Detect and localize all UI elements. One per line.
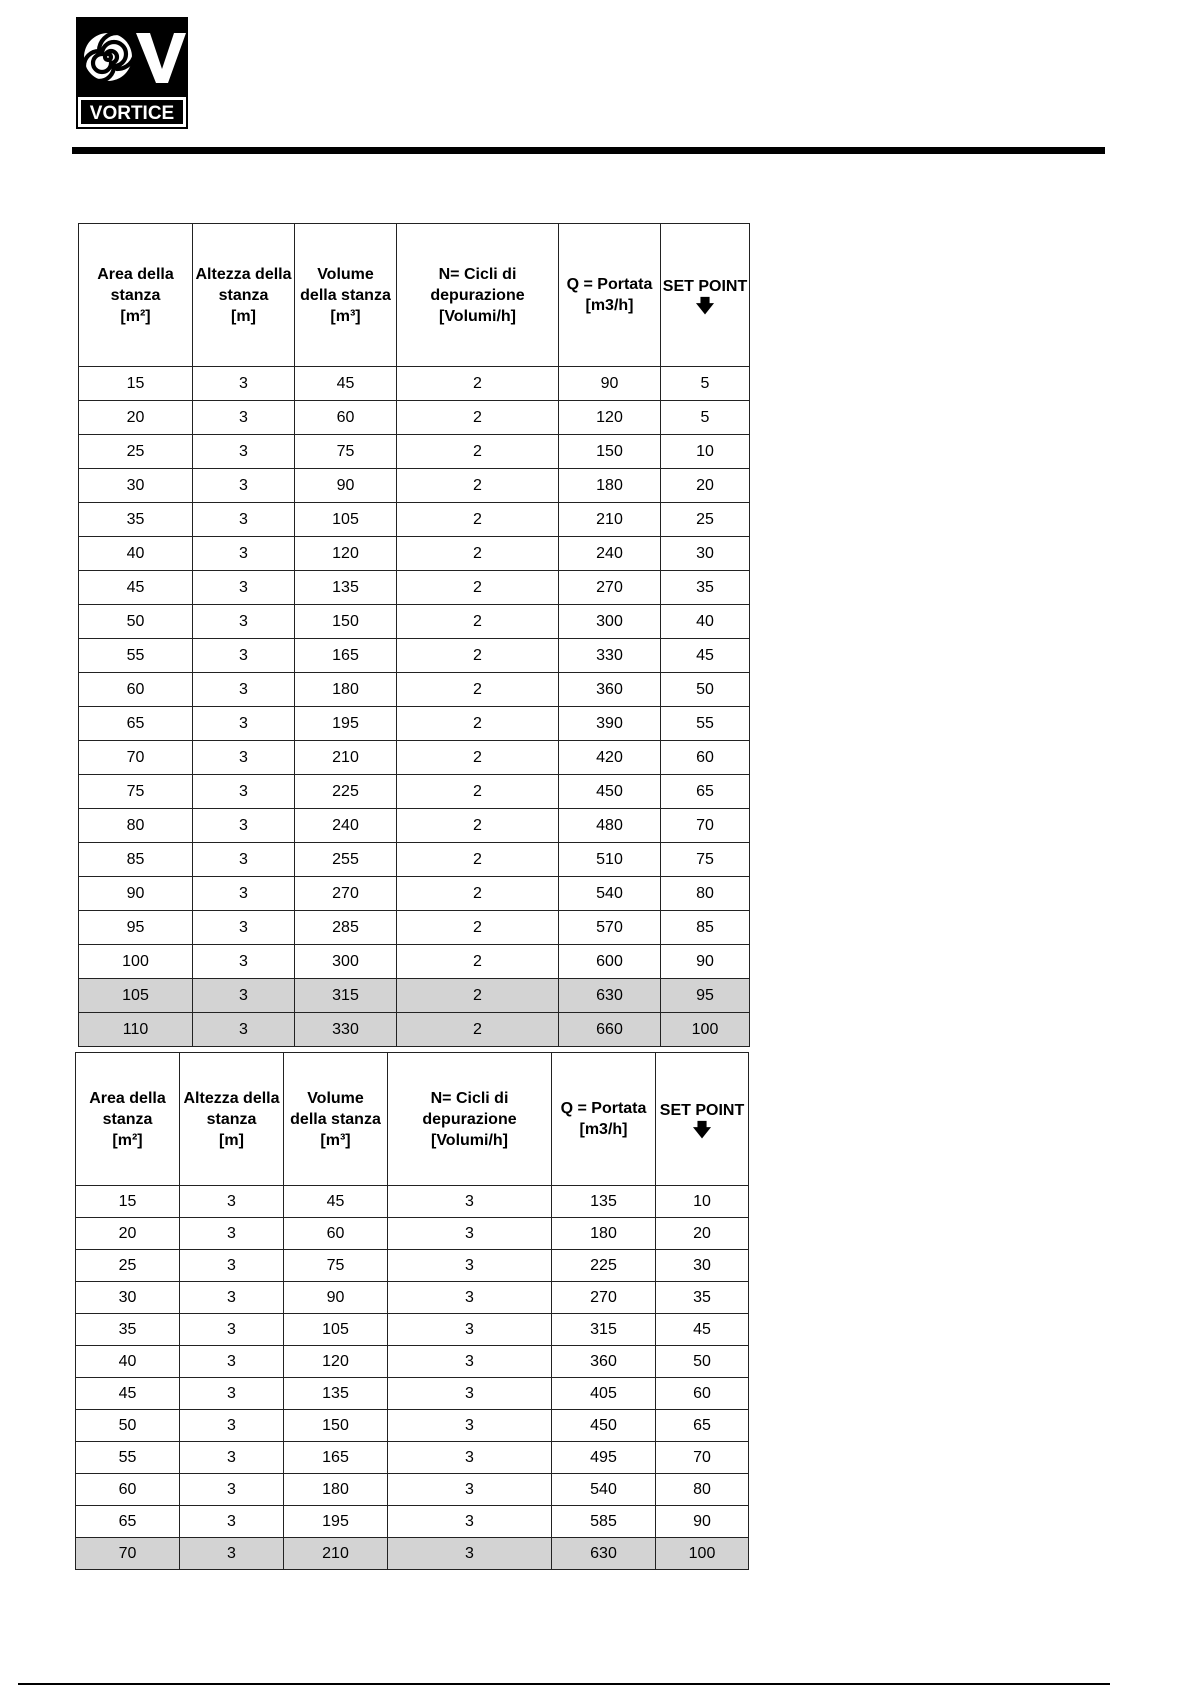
table-cell: 300: [295, 945, 397, 979]
table-cell: 20: [661, 469, 750, 503]
table-cell: 150: [284, 1410, 388, 1442]
table-cell: 3: [180, 1538, 284, 1570]
table-cell: 2: [397, 537, 559, 571]
table-cell: 3: [180, 1442, 284, 1474]
table-cell: 2: [397, 843, 559, 877]
table-cell: 2: [397, 809, 559, 843]
table-cell: 360: [552, 1346, 656, 1378]
table-cell: 95: [661, 979, 750, 1013]
table-cell: 105: [295, 503, 397, 537]
table-cell: 300: [559, 605, 661, 639]
table-row: [79, 911, 750, 945]
table-row: [79, 775, 750, 809]
table-cell: 2: [397, 707, 559, 741]
table-cell: 270: [295, 877, 397, 911]
setpoint-table-3-cycles: [75, 1052, 749, 1570]
table-cell: 80: [656, 1474, 749, 1506]
table-cell: 110: [79, 1013, 193, 1047]
setpoint-table-2-cycles: [78, 223, 750, 1047]
table-row: [76, 1378, 749, 1410]
table-cell: 3: [180, 1506, 284, 1538]
table-cell: 2: [397, 639, 559, 673]
table-cell: 10: [656, 1186, 749, 1218]
table-cell: 50: [656, 1346, 749, 1378]
table-row: [76, 1314, 749, 1346]
table-cell: 3: [180, 1378, 284, 1410]
table-cell: 50: [76, 1410, 180, 1442]
table-cell: 180: [295, 673, 397, 707]
table-cell: 180: [559, 469, 661, 503]
table-cell: 70: [76, 1538, 180, 1570]
table-cell: 50: [79, 605, 193, 639]
header-flow: Q = Portata [m3/h]: [552, 1053, 656, 1186]
table-cell: 85: [79, 843, 193, 877]
table-cell: 255: [295, 843, 397, 877]
table-cell: 3: [193, 469, 295, 503]
table-cell: 40: [79, 537, 193, 571]
table-cell: 65: [661, 775, 750, 809]
header-setpoint: SET POINT 🡇: [661, 224, 750, 367]
table-cell: 105: [79, 979, 193, 1013]
table-cell: 2: [397, 775, 559, 809]
table-cell: 60: [295, 401, 397, 435]
table-cell: 165: [295, 639, 397, 673]
table-cell: 3: [193, 877, 295, 911]
table-cell: 330: [295, 1013, 397, 1047]
table-cell: 3: [180, 1186, 284, 1218]
table-cell: 45: [661, 639, 750, 673]
table-row: [79, 367, 750, 401]
table-row: [76, 1346, 749, 1378]
table-row: [76, 1250, 749, 1282]
table-cell: 30: [656, 1250, 749, 1282]
table-cell: 120: [559, 401, 661, 435]
table-cell: 70: [661, 809, 750, 843]
table-cell: 3: [180, 1346, 284, 1378]
table-cell: 25: [76, 1250, 180, 1282]
table-cell: 3: [180, 1314, 284, 1346]
table-cell: 2: [397, 435, 559, 469]
table-cell: 60: [656, 1378, 749, 1410]
table-cell: 405: [552, 1378, 656, 1410]
table-cell: 85: [661, 911, 750, 945]
table-cell: 2: [397, 605, 559, 639]
vortice-logo: [76, 17, 188, 129]
table-cell: 3: [193, 843, 295, 877]
table-row: [79, 877, 750, 911]
table-cell: 135: [284, 1378, 388, 1410]
table-cell: 330: [559, 639, 661, 673]
table-cell: 15: [79, 367, 193, 401]
table-cell: 2: [397, 945, 559, 979]
table-cell: 3: [193, 911, 295, 945]
table-cell: 660: [559, 1013, 661, 1047]
table-row: [79, 1013, 750, 1047]
table-cell: 2: [397, 979, 559, 1013]
table-cell: 65: [656, 1410, 749, 1442]
table-row: [79, 707, 750, 741]
table-row: [76, 1410, 749, 1442]
table-cell: 585: [552, 1506, 656, 1538]
table-row: [76, 1538, 749, 1570]
table-cell: 100: [661, 1013, 750, 1047]
logo-text: VORTICE: [89, 103, 175, 124]
table-cell: 2: [397, 503, 559, 537]
table-cell: 35: [79, 503, 193, 537]
table-cell: 75: [661, 843, 750, 877]
table-cell: 3: [193, 435, 295, 469]
table-cell: 90: [559, 367, 661, 401]
table-cell: 3: [180, 1218, 284, 1250]
table-cell: 75: [284, 1250, 388, 1282]
table-cell: 3: [180, 1250, 284, 1282]
table-cell: 570: [559, 911, 661, 945]
table-cell: 105: [284, 1314, 388, 1346]
table-cell: 2: [397, 673, 559, 707]
table-cell: 35: [661, 571, 750, 605]
table-cell: 35: [656, 1282, 749, 1314]
table-cell: 3: [193, 503, 295, 537]
table-cell: 3: [180, 1410, 284, 1442]
table-cell: 3: [180, 1474, 284, 1506]
table-cell: 450: [552, 1410, 656, 1442]
table-cell: 45: [79, 571, 193, 605]
table-row: [79, 639, 750, 673]
table-cell: 65: [79, 707, 193, 741]
table-cell: 120: [295, 537, 397, 571]
table-cell: 630: [559, 979, 661, 1013]
table-cell: 60: [79, 673, 193, 707]
table-cell: 80: [79, 809, 193, 843]
table-row: [76, 1442, 749, 1474]
table-cell: 30: [76, 1282, 180, 1314]
table-cell: 2: [397, 401, 559, 435]
table-cell: 135: [295, 571, 397, 605]
table-cell: 3: [388, 1250, 552, 1282]
table-cell: 75: [295, 435, 397, 469]
table-cell: 420: [559, 741, 661, 775]
header-height: Altezza della stanza [m]: [180, 1053, 284, 1186]
header-volume: Volume della stanza [m³]: [295, 224, 397, 367]
table-cell: 3: [193, 809, 295, 843]
arrow-down-icon: 🡇: [692, 1119, 712, 1140]
table-cell: 480: [559, 809, 661, 843]
table-cell: 210: [284, 1538, 388, 1570]
table-cell: 3: [193, 945, 295, 979]
table-cell: 225: [295, 775, 397, 809]
table-cell: 70: [79, 741, 193, 775]
table-cell: 390: [559, 707, 661, 741]
table-cell: 495: [552, 1442, 656, 1474]
table-cell: 10: [661, 435, 750, 469]
table-cell: 240: [559, 537, 661, 571]
table-row: [79, 469, 750, 503]
table-row: [76, 1218, 749, 1250]
table-cell: 2: [397, 911, 559, 945]
table-row: [79, 571, 750, 605]
header-cycles: N= Cicli di depurazione [Volumi/h]: [397, 224, 559, 367]
table-cell: 15: [76, 1186, 180, 1218]
table-cell: 30: [79, 469, 193, 503]
table-cell: 90: [284, 1282, 388, 1314]
table-cell: 3: [193, 979, 295, 1013]
table-cell: 60: [76, 1474, 180, 1506]
table-cell: 55: [76, 1442, 180, 1474]
table-row: [79, 401, 750, 435]
table-cell: 600: [559, 945, 661, 979]
table-cell: 3: [193, 367, 295, 401]
table-cell: 2: [397, 877, 559, 911]
table-row: [76, 1506, 749, 1538]
table-cell: 90: [79, 877, 193, 911]
table-cell: 45: [656, 1314, 749, 1346]
table-row: [79, 809, 750, 843]
table-cell: 2: [397, 571, 559, 605]
table-cell: 75: [79, 775, 193, 809]
table-cell: 40: [76, 1346, 180, 1378]
table-cell: 3: [388, 1538, 552, 1570]
table-cell: 55: [661, 707, 750, 741]
table-row: [79, 537, 750, 571]
table-cell: 2: [397, 1013, 559, 1047]
header-height: Altezza della stanza [m]: [193, 224, 295, 367]
table-cell: 40: [661, 605, 750, 639]
table-row: [79, 673, 750, 707]
table-cell: 20: [76, 1218, 180, 1250]
table-cell: 3: [193, 673, 295, 707]
table-row: [79, 435, 750, 469]
table-cell: 50: [661, 673, 750, 707]
table-cell: 45: [76, 1378, 180, 1410]
table-row: [79, 503, 750, 537]
table-header-row: [79, 224, 750, 367]
table-cell: 120: [284, 1346, 388, 1378]
table-cell: 3: [193, 401, 295, 435]
table-cell: 3: [193, 741, 295, 775]
table-cell: 90: [656, 1506, 749, 1538]
table-cell: 3: [388, 1410, 552, 1442]
table-cell: 3: [388, 1442, 552, 1474]
table-cell: 270: [552, 1282, 656, 1314]
table-cell: 3: [388, 1346, 552, 1378]
table-cell: 25: [661, 503, 750, 537]
table-cell: 3: [388, 1186, 552, 1218]
table-cell: 95: [79, 911, 193, 945]
header-area: Area della stanza [m²]: [79, 224, 193, 367]
header-rule: [72, 147, 1105, 154]
table-cell: 150: [559, 435, 661, 469]
table-cell: 195: [295, 707, 397, 741]
table-cell: 210: [295, 741, 397, 775]
table-cell: 3: [193, 775, 295, 809]
table-cell: 80: [661, 877, 750, 911]
table-cell: 3: [193, 571, 295, 605]
table-cell: 35: [76, 1314, 180, 1346]
table-cell: 180: [552, 1218, 656, 1250]
table-cell: 90: [295, 469, 397, 503]
table-cell: 3: [193, 707, 295, 741]
table-cell: 3: [193, 537, 295, 571]
table-cell: 3: [388, 1474, 552, 1506]
table-row: [79, 605, 750, 639]
table-cell: 3: [388, 1314, 552, 1346]
table-row: [79, 741, 750, 775]
table-cell: 540: [559, 877, 661, 911]
table-cell: 315: [552, 1314, 656, 1346]
table-cell: 285: [295, 911, 397, 945]
header-flow: Q = Portata [m3/h]: [559, 224, 661, 367]
table-cell: 510: [559, 843, 661, 877]
table-cell: 3: [388, 1378, 552, 1410]
table-cell: 450: [559, 775, 661, 809]
table-header-row: [76, 1053, 749, 1186]
table-row: [79, 979, 750, 1013]
table-cell: 225: [552, 1250, 656, 1282]
table-cell: 210: [559, 503, 661, 537]
table-cell: 90: [661, 945, 750, 979]
table-cell: 2: [397, 367, 559, 401]
table-cell: 135: [552, 1186, 656, 1218]
table-cell: 3: [388, 1282, 552, 1314]
table-cell: 45: [295, 367, 397, 401]
table-cell: 3: [388, 1506, 552, 1538]
table-cell: 165: [284, 1442, 388, 1474]
table-cell: 3: [388, 1218, 552, 1250]
table-cell: 60: [284, 1218, 388, 1250]
table-cell: 150: [295, 605, 397, 639]
table-cell: 360: [559, 673, 661, 707]
table-row: [76, 1186, 749, 1218]
table-cell: 60: [661, 741, 750, 775]
table-cell: 30: [661, 537, 750, 571]
table-cell: 270: [559, 571, 661, 605]
table-cell: 5: [661, 367, 750, 401]
table-cell: 65: [76, 1506, 180, 1538]
table-cell: 5: [661, 401, 750, 435]
header-volume: Volume della stanza [m³]: [284, 1053, 388, 1186]
table-cell: 2: [397, 469, 559, 503]
table-cell: 240: [295, 809, 397, 843]
table-cell: 20: [656, 1218, 749, 1250]
table-cell: 2: [397, 741, 559, 775]
table-cell: 3: [193, 639, 295, 673]
table-cell: 100: [656, 1538, 749, 1570]
table-cell: 3: [193, 1013, 295, 1047]
table-cell: 25: [79, 435, 193, 469]
table-cell: 540: [552, 1474, 656, 1506]
table-cell: 45: [284, 1186, 388, 1218]
table-row: [76, 1474, 749, 1506]
table-cell: 180: [284, 1474, 388, 1506]
table-cell: 70: [656, 1442, 749, 1474]
header-setpoint: SET POINT 🡇: [656, 1053, 749, 1186]
table-cell: 3: [193, 605, 295, 639]
table-cell: 55: [79, 639, 193, 673]
table-cell: 315: [295, 979, 397, 1013]
table-cell: 195: [284, 1506, 388, 1538]
header-area: Area della stanza [m²]: [76, 1053, 180, 1186]
table-cell: 3: [180, 1282, 284, 1314]
header-cycles: N= Cicli di depurazione [Volumi/h]: [388, 1053, 552, 1186]
table-row: [76, 1282, 749, 1314]
table-row: [79, 843, 750, 877]
table-cell: 630: [552, 1538, 656, 1570]
table-cell: 100: [79, 945, 193, 979]
arrow-down-icon: 🡇: [695, 295, 715, 316]
table-cell: 20: [79, 401, 193, 435]
table-row: [79, 945, 750, 979]
